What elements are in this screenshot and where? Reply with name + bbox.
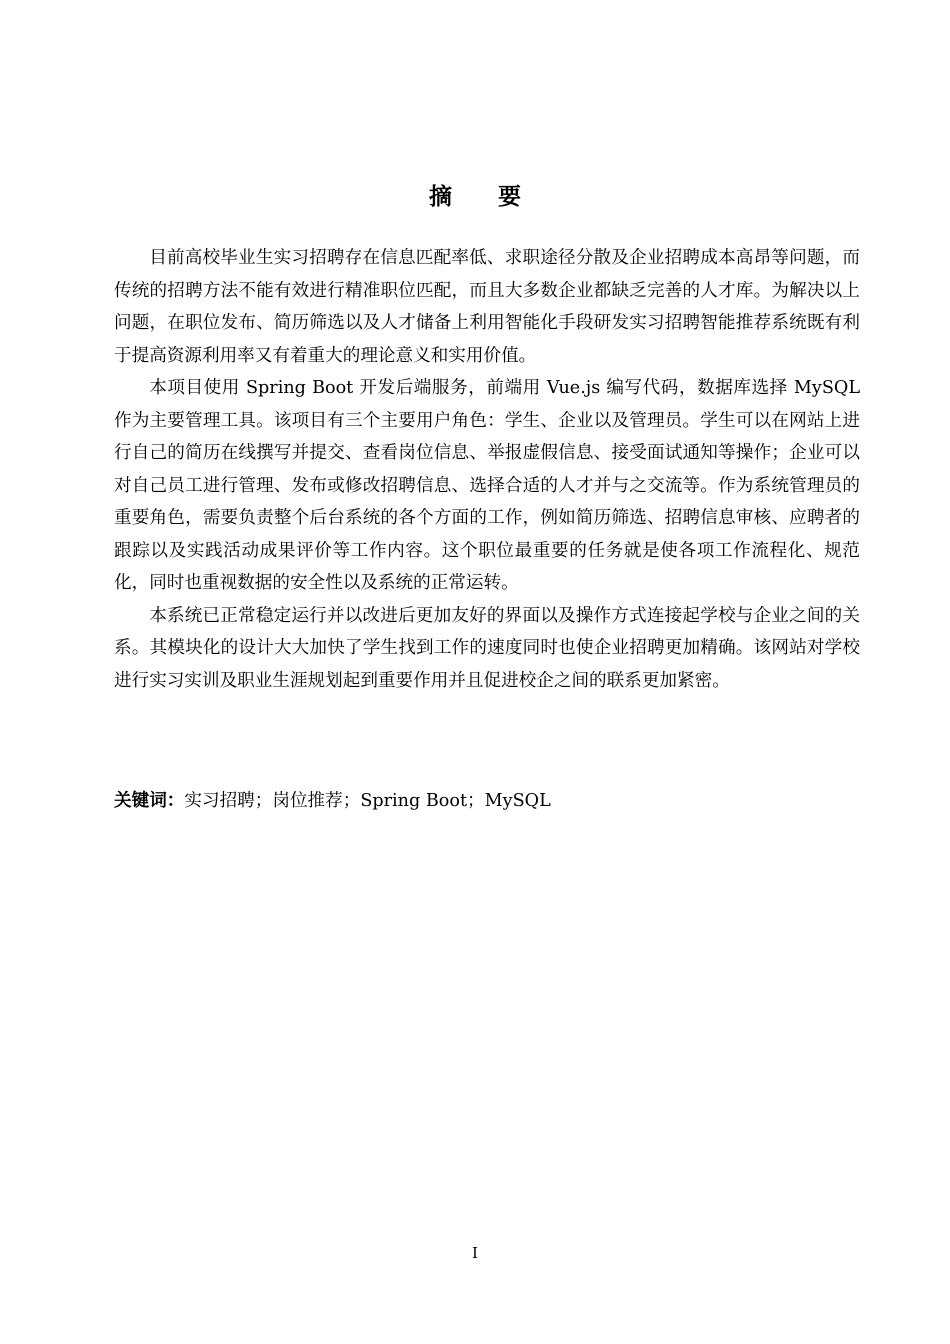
abstract-paragraph-1: 目前高校毕业生实习招聘存在信息匹配率低、求职途径分散及企业招聘成本高昂等问题，而传统的招聘方法不能有效进行精准职位匹配，而且大多数企业都缺乏完善的人才库。为解决以上问题，在职位发布、简历筛选以及人才储备上利用智能化手段研发实习招聘智能推荐系统既有利于提高资源利用率又有着重大的理论意义和实用价值。 bbox=[114, 248, 860, 366]
abstract-paragraph-3: 本系统已正常稳定运行并以改进后更加友好的界面以及操作方式连接起学校与企业之间的关系。其模块化的设计大大加快了学生找到工作的速度同时也使企业招聘更加精确。该网站对学校进行实习实训及职业生涯规划起到重要作用并且促进校企之间的联系更加紧密。 bbox=[114, 605, 860, 691]
keywords-line bbox=[114, 785, 551, 817]
abstract-paragraph-2: 本项目使用 Spring Boot 开发后端服务，前端用 Vue.js 编写代码，数据库选择 MySQL 作为主要管理工具。该项目有三个主要用户角色：学生、企业以及管理员。学生可以在网站上进行自己的简历在线撰写并提交、查看岗位信息、举报虚假信息、接受面试通知等操作；企业可以对自己员工进行管理、发布或修改招聘信息、选择合适的人才并与之交流等。作为系统管理员的重要角色，需要负责整个后台系统的各个方面的工作，例如简历筛选、招聘信息审核、应聘者的跟踪以及实践活动成果评价等工作内容。这个职位最重要的任务就是使各项工作流程化、规范化，同时也重视数据的安全性以及系统的正常运转。 bbox=[114, 378, 860, 593]
abstract-title: 摘要 bbox=[429, 184, 567, 210]
keywords-label: 关键词： bbox=[114, 791, 185, 811]
keywords-text: 实习招聘；岗位推荐；Spring Boot；MySQL bbox=[184, 791, 551, 811]
page-number: I bbox=[472, 1244, 478, 1262]
abstract-body bbox=[114, 242, 860, 697]
